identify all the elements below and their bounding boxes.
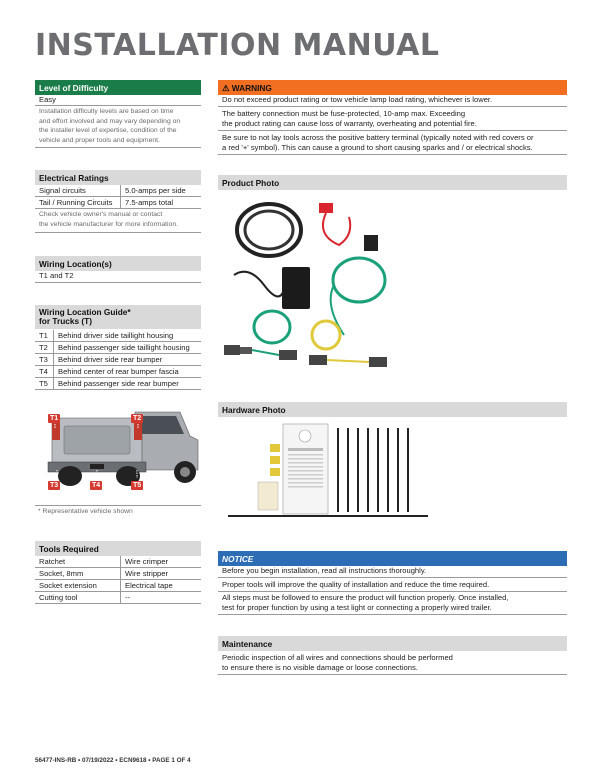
notice-line: All steps must be followed to ensure the product will function properly. Once installed, test for proper function by using a test light or connecting a properly wired trailer. (218, 593, 567, 615)
warning-line: The battery connection must be fuse-protected, 10-amp max. Exceeding the product rating can cause loss of warranty, overheating and potential fire. (218, 109, 567, 131)
page-footer: 56477-INS-RB • 07/19/2022 • ECN9618 • PAGE 1 OF 4 (35, 757, 191, 764)
wiring-guide-row: T2 Behind passenger side taillight housing (35, 342, 201, 354)
wiring-guide-header: Wiring Location Guide* for Trucks (T) (35, 305, 201, 329)
wiring-guide-row: T4 Behind center of rear bumper fascia (35, 366, 201, 378)
divider (35, 147, 201, 148)
notice-line: Proper tools will improve the quality of installation and reduce the time required. (218, 580, 567, 592)
wiring-guide-row: T5 Behind passenger side rear bumper (35, 378, 201, 390)
maintenance-header: Maintenance (218, 636, 567, 651)
difficulty-header: Level of Difficulty (35, 80, 201, 95)
difficulty-level: Easy (35, 95, 201, 106)
wiring-location-value: T1 and T2 (35, 271, 201, 283)
product-photo-header: Product Photo (218, 175, 567, 190)
electrical-row: Signal circuits 5.0-amps per side (35, 185, 201, 197)
tools-row: Ratchet Wire crimper (35, 556, 201, 568)
notice-header: NOTICE (218, 551, 567, 566)
difficulty-note: Installation difficulty levels are based on time and effort involved and may vary depending on the installer level of expertise, condition of the vehicle and proper tools and equipment. (39, 108, 181, 144)
tools-row: Socket extension Electrical tape (35, 580, 201, 592)
callout-t2: T2 (133, 415, 142, 422)
callout-t1: T1 (50, 415, 59, 422)
divider (35, 505, 201, 506)
callout-t5: T5 (133, 482, 142, 489)
electrical-row: Tail / Running Circuits 7.5-amps total (35, 197, 201, 209)
tools-row: Socket, 8mm Wire stripper (35, 568, 201, 580)
wiring-guide-row: T3 Behind driver side rear bumper (35, 354, 201, 366)
page-title: INSTALLATION MANUAL (35, 28, 440, 63)
maintenance-text: Periodic inspection of all wires and connections should be performed to ensure there is no visible damage or loose connections. (218, 653, 567, 675)
wiring-location-header: Wiring Location(s) (35, 256, 201, 271)
hardware-photo (228, 422, 438, 522)
tools-row: Cutting tool -- (35, 592, 201, 604)
truck-illustration (40, 398, 200, 498)
hardware-photo-header: Hardware Photo (218, 402, 567, 417)
warning-line: Do not exceed product rating or tow vehicle lamp load rating, whichever is lower. (218, 95, 567, 107)
electrical-header: Electrical Ratings (35, 170, 201, 185)
product-photo (224, 195, 424, 385)
vehicle-caption: * Representative vehicle shown (38, 508, 133, 515)
divider (35, 232, 201, 233)
callout-t3: T3 (50, 482, 59, 489)
warning-line: Be sure to not lay tools across the positive battery terminal (typically noted with red covers or a red '+' symbol). This can cause a ground to short causing sparks and / or electrical shocks. (218, 133, 567, 155)
electrical-note: Check vehicle owner's manual or contact the vehicle manufacturer for more information. (39, 211, 179, 228)
tools-header: Tools Required (35, 541, 201, 556)
callout-t4: T4 (92, 482, 101, 489)
warning-triangle-icon: ⚠ (222, 83, 230, 93)
wiring-guide-row: T1 Behind driver side taillight housing (35, 330, 201, 342)
notice-line: Before you begin installation, read all instructions thoroughly. (218, 566, 567, 578)
warning-header: ⚠ WARNING (218, 80, 567, 95)
